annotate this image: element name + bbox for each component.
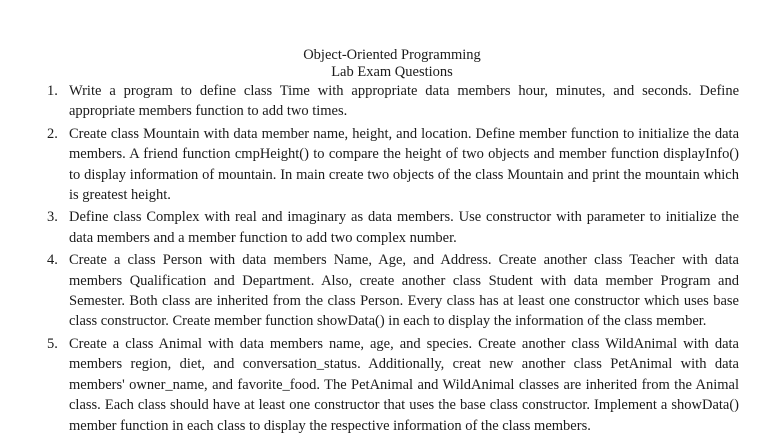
question-item [0,81,784,122]
question-number: 1. [47,83,58,99]
question-item [0,334,784,436]
question-text: Create class Mountain with data member name, height, and location. Define member function to initialize the data members. A friend function cmpHeight() to compare the height of two objects and member function displayInfo() to display information of mountain. In main create two objects of the class Mountain and print the mountain which is greatest height. [69,125,739,204]
question-item [0,250,784,332]
document-title: Object-Oriented Programming [303,47,481,63]
question-list [0,81,784,438]
question-text: Write a program to define class Time with appropriate data members hour, minutes, and seconds. Define appropriate members function to add two times. [69,83,739,120]
question-number: 2. [47,125,58,142]
question-text: Create a class Person with data members Name, Age, and Address. Create another class Teacher with data members Qualification and Department. Also, create another class Student with data member Program and Semester. Both class are inherited from the class Person. Every class has at least one constructor which uses base class constructor. Create member function showData() in each to display the information of the class member. [69,252,739,330]
question-text: Define class Complex with real and imaginary as data members. Use constructor with parameter to initialize the data members and a member function to add two complex number. [69,209,739,246]
question-item [0,124,784,206]
question-number: 5. [47,335,58,352]
document-subtitle: Lab Exam Questions [331,64,453,80]
question-text: Create a class Animal with data members name, age, and species. Create another class WildAnimal with data members region, diet, and conversation_status. Additionally, creat new another class PetAnimal with data members' owner_name, and favorite_food. The PetAnimal and WildAnimal classes are inherited from the Animal class. Each class should have at least one constructor that uses the base class constructor. Implement a showData() member function in each class to display the respective information of the class members. [69,335,739,434]
question-item [0,207,784,248]
question-number: 3. [47,209,58,226]
question-number: 4. [47,252,58,269]
